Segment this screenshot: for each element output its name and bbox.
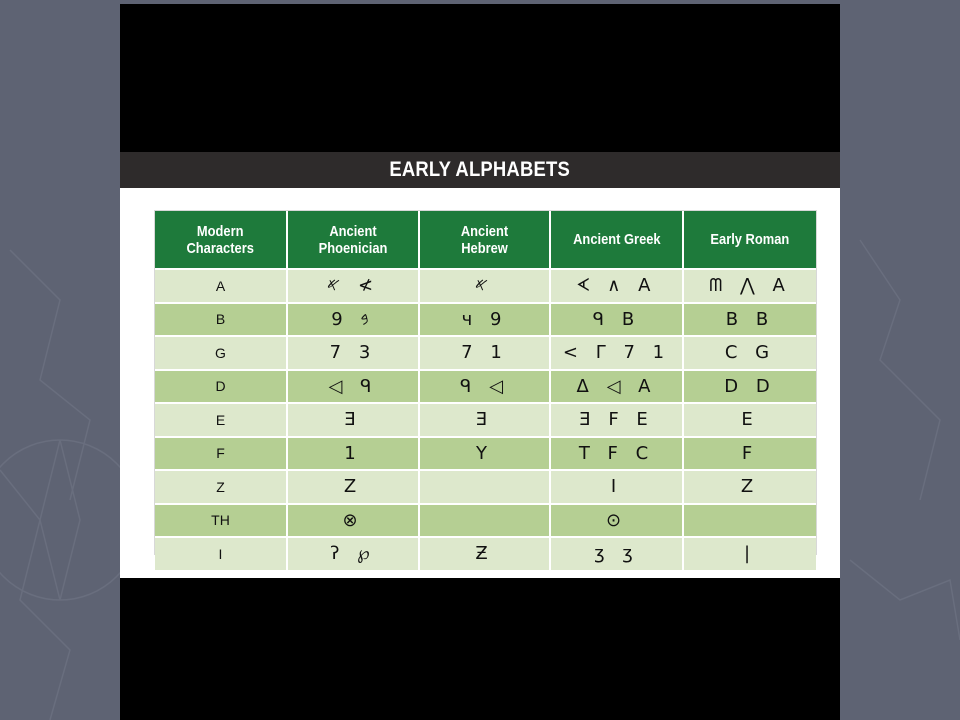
cell-greek: ⊙ xyxy=(550,504,683,538)
table-body xyxy=(155,269,816,570)
table-row xyxy=(155,370,816,404)
table-header-row xyxy=(155,211,816,269)
cell-hebrew: ч 9 xyxy=(419,303,550,337)
table-row xyxy=(155,437,816,471)
column-header xyxy=(419,211,550,269)
table-panel xyxy=(120,188,840,578)
cell-phoenician: Z xyxy=(287,470,419,504)
cell-greek: ᑫ B xyxy=(550,303,683,337)
column-header xyxy=(155,211,287,269)
cell-roman: F xyxy=(683,437,816,471)
cell-modern: E xyxy=(155,403,287,437)
alphabet-table-wrap xyxy=(154,210,817,565)
cell-modern: I xyxy=(155,537,287,570)
cell-roman: B B xyxy=(683,303,816,337)
table-row xyxy=(155,403,816,437)
cell-phoenician: ⊗ xyxy=(287,504,419,538)
cell-greek: ʒ ʒ xyxy=(550,537,683,570)
cell-modern: G xyxy=(155,336,287,370)
cell-modern: B xyxy=(155,303,287,337)
cell-roman: | xyxy=(683,537,816,570)
cell-roman: Z xyxy=(683,470,816,504)
cell-hebrew: Ƶ xyxy=(419,537,550,570)
cell-greek: Δ ◁ A xyxy=(550,370,683,404)
cell-hebrew: 7 1 xyxy=(419,336,550,370)
table-row xyxy=(155,303,816,337)
cell-greek: < Γ 7 1 xyxy=(550,336,683,370)
cell-modern: TH xyxy=(155,504,287,538)
column-header-label: Early Roman xyxy=(710,231,790,248)
cell-roman: C G xyxy=(683,336,816,370)
table-row xyxy=(155,537,816,570)
cell-modern: F xyxy=(155,437,287,471)
page-title: EARLY ALPHABETS xyxy=(389,158,571,181)
table-row xyxy=(155,269,816,303)
column-header xyxy=(550,211,683,269)
cell-phoenician: 7 3 xyxy=(287,336,419,370)
cell-hebrew xyxy=(419,504,550,538)
cell-phoenician: 𐤀 ≮ xyxy=(287,269,419,303)
cell-roman xyxy=(683,504,816,538)
table-row xyxy=(155,504,816,538)
column-header-label: Ancient Greek xyxy=(572,231,661,248)
cell-roman: D D xyxy=(683,370,816,404)
table-row xyxy=(155,336,816,370)
column-header-label: Ancient Phoenician xyxy=(318,222,388,257)
title-banner xyxy=(120,152,840,188)
cell-modern: A xyxy=(155,269,287,303)
cell-phoenician: 1 xyxy=(287,437,419,471)
column-header xyxy=(683,211,816,269)
cell-modern: Z xyxy=(155,470,287,504)
table-row xyxy=(155,470,816,504)
cell-hebrew: Ǝ xyxy=(419,403,550,437)
cell-greek: Ǝ F E xyxy=(550,403,683,437)
cell-roman: ᗰ ⋀ A xyxy=(683,269,816,303)
slide-frame xyxy=(120,4,840,720)
cell-hebrew: Y xyxy=(419,437,550,471)
cell-phoenician: 𐤁 9 xyxy=(287,303,419,337)
column-header-label: Ancient Hebrew xyxy=(460,222,509,257)
cell-hebrew: ᑫ ◁ xyxy=(419,370,550,404)
cell-hebrew: 𐤀 xyxy=(419,269,550,303)
cell-phoenician: Ǝ xyxy=(287,403,419,437)
cell-phoenician: ◁ ᑫ xyxy=(287,370,419,404)
column-header xyxy=(287,211,419,269)
cell-modern: D xyxy=(155,370,287,404)
column-header-label: Modern Characters xyxy=(186,222,255,257)
cell-phoenician: ʔ ℘ xyxy=(287,537,419,570)
cell-greek: I xyxy=(550,470,683,504)
cell-greek: ᗉ ∧ A xyxy=(550,269,683,303)
cell-greek: T F C xyxy=(550,437,683,471)
cell-hebrew xyxy=(419,470,550,504)
alphabet-table xyxy=(155,211,816,570)
cell-roman: E xyxy=(683,403,816,437)
